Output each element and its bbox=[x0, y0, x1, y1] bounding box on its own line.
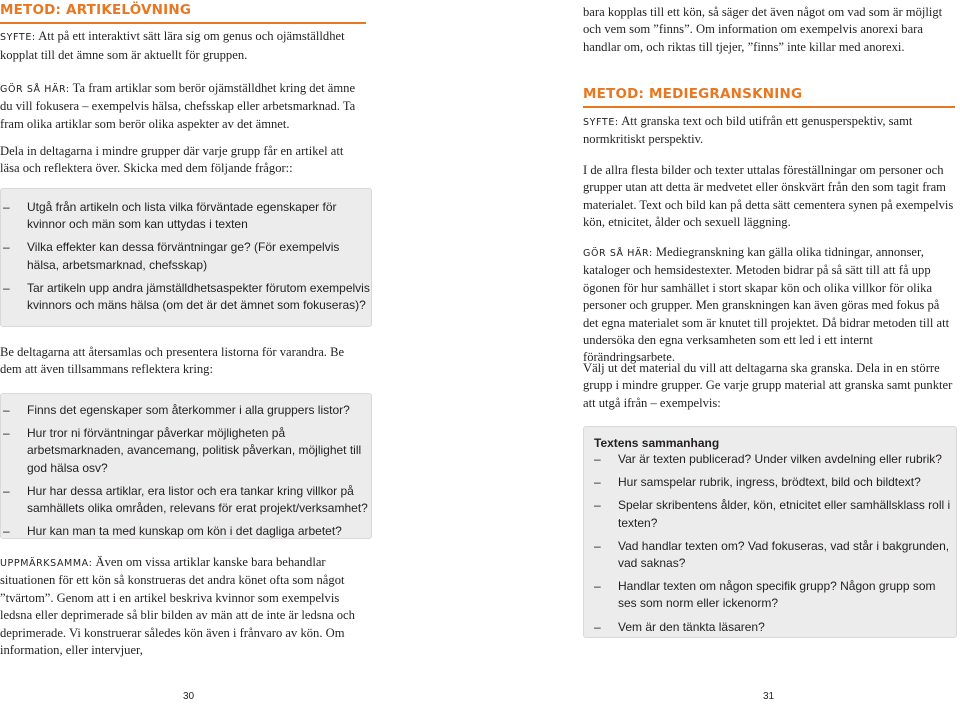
checklist bbox=[584, 451, 956, 636]
questions-box-1 bbox=[0, 188, 372, 327]
left-reflect: Be deltagarna att återsamlas och presentera listorna för varandra. Be dem att även tillsammans reflektera kring: bbox=[0, 345, 345, 377]
right-heading: METOD: MEDIEGRANSKNING bbox=[583, 86, 955, 108]
checklist-title: Textens sammanhang bbox=[594, 436, 720, 450]
list-item: – Var är texten publicerad? Under vilken avdelning eller rubrik? bbox=[594, 452, 942, 466]
gor-text: Mediegranskning kan gälla olika tidningar, annonser, kataloger och hemsidestexter. Metoden bidrar på så sätt till att få upp ögonen för hur samhället i stort skapar kön och olika villkor för olika personer och grupper. Men granskningen kan även göras med fokus på det egna materialet som är knutet till projektet. Då bidrar metoden till att undersöka den egna verksamheten som ett led i ett internt förändringsarbete. bbox=[583, 245, 950, 365]
right-para2: Välj ut det material du vill att deltagarna ska granska. Dela in en större grupp i mindre grupper. Ge varje grupp material att granska samt punkter att utgå ifrån – exempelvis: bbox=[583, 361, 953, 410]
uppmarksamma-text: Även om vissa artiklar kanske bara behandlar situationen för ett kön så konstrueras det andra könet ofta som något ”tvärtom”. Genom att i en artikel beskriva kvinnor som exempelvis ledsna eller deprimerade så blir bilden av män att de inte är ledsna och deprimerade. Vi konstruerar således kön även i frånvaro av kön. Om information, eller intervjuer, bbox=[0, 555, 355, 658]
right-para1: I de allra flesta bilder och texter uttalas föreställningar om personer och grupper utan att detta är medvetet eller önskvärt från den som tagit fram materialet. Text och bild kan på detta sätt cementera synen på exempelvis kön, etnicitet, ålder och sexuell läggning. bbox=[583, 163, 954, 230]
list-item: – Hur samspelar rubrik, ingress, brödtext, bild och bildtext? bbox=[594, 475, 921, 490]
list-item: – Finns det egenskaper som återkommer i alla gruppers listor? bbox=[3, 403, 350, 417]
list-item: – Hur har dessa artiklar, era listor och era tankar kring villkor på samhällets olika områden, relevans för erat projekt/verksamhet? bbox=[3, 483, 368, 516]
list-item: – Handlar texten om någon specifik grupp? Någon grupp som ses som norm eller ickenorm? bbox=[594, 579, 936, 611]
gor-label: GÖR SÅ HÄR: bbox=[0, 84, 70, 95]
left-syfte bbox=[0, 28, 366, 63]
list-item: – Vem är den tänkta läsaren? bbox=[594, 619, 765, 634]
list-item: – Hur tror ni förväntningar påverkar möjligheten på arbetsmarknaden, avancemang, politisk påverkan, möjlighet till god hälsa osv? bbox=[3, 426, 362, 475]
left-heading: METOD: ARTIKELÖVNING bbox=[0, 2, 366, 24]
questions-list-1 bbox=[1, 189, 371, 314]
list-item: – Vilka effekter kan dessa förväntningar ge? (För exempelvis hälsa, arbetsmarknad, chefsskap) bbox=[3, 240, 340, 272]
gor-text: Ta fram artiklar som berör ojämställdhet kring det ämne du vill fokusera – exempelvis hälsa, chefsskap eller arbetsmarknad. Ta fram olika artiklar som berör olika aspekter av det ämnet. bbox=[0, 81, 356, 131]
syfte-text: Att granska text och bild utifrån ett genusperspektiv, samt normkritiskt perspektiv. bbox=[583, 114, 913, 147]
left-uppmarksamma bbox=[0, 554, 366, 659]
checklist-box bbox=[583, 426, 957, 638]
page-number-right: 31 bbox=[763, 691, 775, 702]
right-gor bbox=[583, 244, 955, 367]
syfte-label: SYFTE: bbox=[0, 32, 36, 43]
questions-box-2 bbox=[0, 393, 372, 539]
right-syfte bbox=[583, 113, 955, 149]
gor-label: GÖR SÅ HÄR: bbox=[583, 248, 653, 259]
questions-list-2 bbox=[1, 394, 371, 540]
right-continuation: bara kopplas till ett kön, så säger det även något om vad som är möjligt och vem som ”finns”. Om information om exempelvis anorexi bara handlar om, och riktas till tjejer, ”finns” inte killar med anorexi. bbox=[583, 5, 943, 54]
list-item: – Spelar skribentens ålder, kön, etnicitet eller samhällsklass roll i texten? bbox=[594, 498, 951, 530]
uppmarksamma-label: UPPMÄRKSAMMA: bbox=[0, 558, 93, 569]
list-item: – Vad handlar texten om? Vad fokuseras, vad står i bakgrunden, vad saknas? bbox=[594, 538, 950, 571]
syfte-text: Att på ett interaktivt sätt lära sig om genus och ojämställdhet kopplat till det ämne som är aktuellt för gruppen. bbox=[0, 29, 345, 62]
left-dela: Dela in deltagarna i mindre grupper där varje grupp får en artikel att läsa och reflektera över. Skicka med dem följande frågor:: bbox=[0, 144, 344, 176]
page-number-left: 30 bbox=[183, 691, 195, 702]
left-gor bbox=[0, 80, 366, 133]
list-item: – Tar artikeln upp andra jämställdhetsaspekter förutom exempelvis kvinnors och mäns hälsa (om det är det ämnet som fokuseras)? bbox=[3, 280, 370, 313]
syfte-label: SYFTE: bbox=[583, 117, 619, 128]
list-item: – Utgå från artikeln och lista vilka förväntade egenskaper för kvinnor och män som kan uttydas i texten bbox=[3, 200, 337, 232]
list-item: – Hur kan man ta med kunskap om kön i det dagliga arbetet? bbox=[3, 524, 342, 539]
